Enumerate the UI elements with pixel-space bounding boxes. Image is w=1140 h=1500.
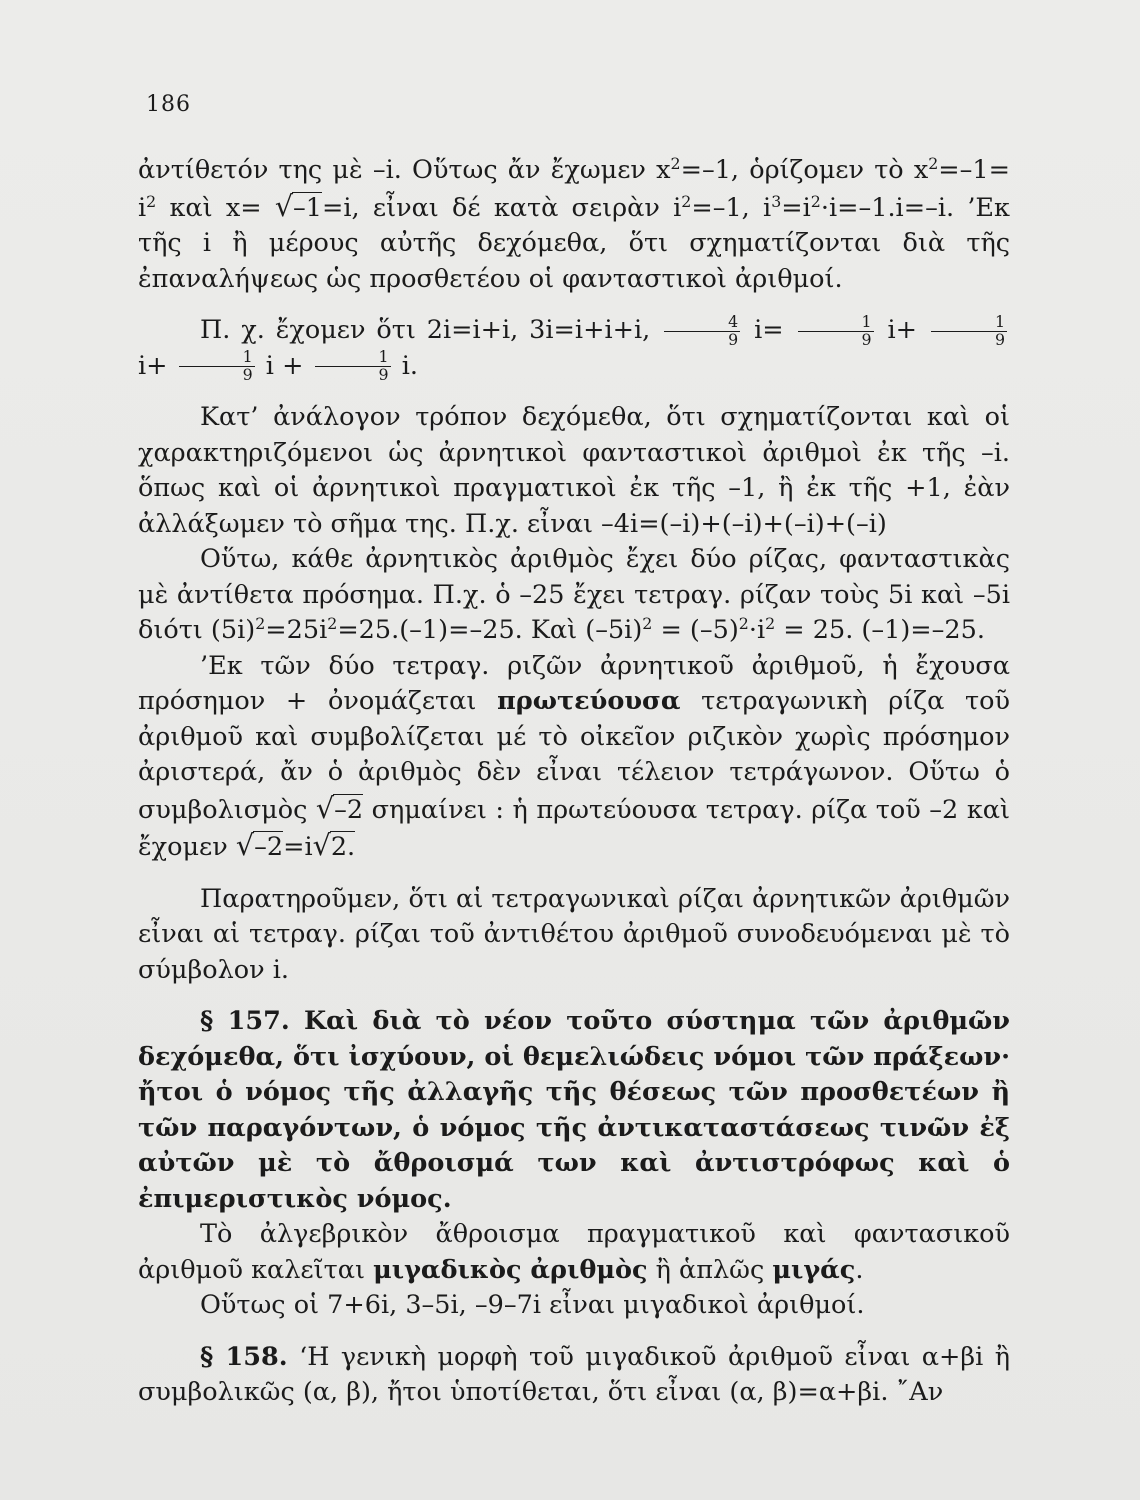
page-number: 186	[146, 92, 191, 117]
paragraph-4: Οὕτω, κάθε ἀρνητικὸς ἀριθμὸς ἔχει δύο ρίζας, φανταστικὰς μὲ ἀντίθετα πρόσημα. Π.χ. ὁ –25 ἔχει τετραγ. ρίζαν τοὺς 5i καὶ –5i διότι $(5i)^2=25i^2=25.(-1)=-25$. Καὶ $(-5i)^2 = (-5)^2\cdot i^2 = 25$. (–1)=–25.	[138, 544, 1010, 645]
paragraph-8: Τὸ ἀλγεβρικὸν ἄθροισμα πραγματικοῦ καὶ φαντασικοῦ ἀριθμοῦ καλεῖται μιγαδικὸς ἀριθμὸς ἢ ἁπλῶς μιγάς.	[138, 1219, 1010, 1285]
paragraph-1: ἀντίθετόν της μὲ –i. Οὕτως ἄν ἔχωμεν $x^2=-1$, ὁρίζομεν τὸ $x^2=-1= i^2$ καὶ x= √–1=i, εἶναι δέ κατὰ σειρὰν $i^2=-1$, $i^3=i^2\cdot i=-1.i=-i$. ’Εκ τῆς i ἢ μέρους αὐτῆς δεχόμεθα, ὅτι σχηματίζονται διὰ τῆς ἐπαναλήψεως ὡς προσθετέου οἱ φανταστικοὶ ἀριθμοί.	[138, 154, 1011, 294]
paragraph-2: Π. χ. ἔχομεν ὅτι 2i=i+i, 3i=i+i+i, $\frac{4}{9}$ i= $\frac{1}{9}$ i+ $\frac{1}{9}$ i+ $\frac{1}{9}$ i + $\frac{1}{9}$ i.	[138, 311, 1006, 384]
paragraph-10: § 158. ‘Η γενικὴ μορφὴ τοῦ μιγαδικοῦ ἀριθμοῦ εἶναι α+βi ἢ συμβολικῶς (α, β), ἤτοι ὑποτίθεται, ὅτι εἶναι (α, β)=α+βi. ῎Αν	[138, 1341, 1010, 1407]
paragraph-3: Κατ’ ἀνάλογον τρόπον δεχόμεθα, ὅτι σχηματίζονται καὶ οἱ χαρακτηριζόμενοι ὡς ἀρνητικοὶ φανταστικοὶ ἀριθμοὶ ἐκ τῆς –i. ὅπως καὶ οἱ ἀρνητικοὶ πραγματικοὶ ἐκ τῆς –1, ἢ ἐκ τῆς +1, ἐὰν ἀλλάξωμεν τὸ σῆμα της. Π.χ. εἶναι –4i=(–i)+(–i)+(–i)+(–i)	[138, 402, 1010, 539]
paragraph-5: ’Εκ τῶν δύο τετραγ. ριζῶν ἀρνητικοῦ ἀριθμοῦ, ἡ ἔχουσα πρόσημον + ὀνομάζεται πρωτεύουσα τετραγωνικὴ ρίζα τοῦ ἀριθμοῦ καὶ συμβολίζεται μέ τὸ οἰκεῖον ριζικὸν χωρὶς πρόσημον ἀριστερά, ἄν ὁ ἀριθμὸς δὲν εἶναι τέλειον τετράγωνον. Οὕτω ὁ συμβολισμὸς √–2 σημαίνει : ἡ πρωτεύουσα τετραγ. ρίζα τοῦ –2 καὶ ἔχομεν √–2=i√2.	[138, 650, 1010, 862]
paragraph-9: Οὕτως οἱ 7+6i, 3–5i, –9–7i εἶναι μιγαδικοὶ ἀριθμοί.	[200, 1290, 865, 1320]
paragraph-7: § 157. Καὶ διὰ τὸ νέον τοῦτο σύστημα τῶν ἀριθμῶν δεχόμεθα, ὅτι ἰσχύουν, οἱ θεμελιώδεις νόμοι τῶν πράξεων· ἤτοι ὁ νόμος τῆς ἀλλαγῆς τῆς θέσεως τῶν προσθετέων ἢ τῶν παραγόντων, ὁ νόμος τῆς ἀντικαταστάσεως τινῶν ἐξ αὐτῶν μὲ τὸ ἄθροισμά των καὶ ἀντιστρόφως καὶ ὁ ἐπιμεριστικὸς νόμος.	[138, 1006, 1010, 1214]
body-text	[138, 153, 1010, 1411]
paragraph-6: Παρατηροῦμεν, ὅτι αἱ τετραγωνικαὶ ρίζαι ἀρνητικῶν ἀριθμῶν εἶναι αἱ τετραγ. ρίζαι τοῦ ἀντιθέτου ἀριθμοῦ συνοδευόμεναι μὲ τὸ σύμβολον i.	[138, 883, 1010, 985]
